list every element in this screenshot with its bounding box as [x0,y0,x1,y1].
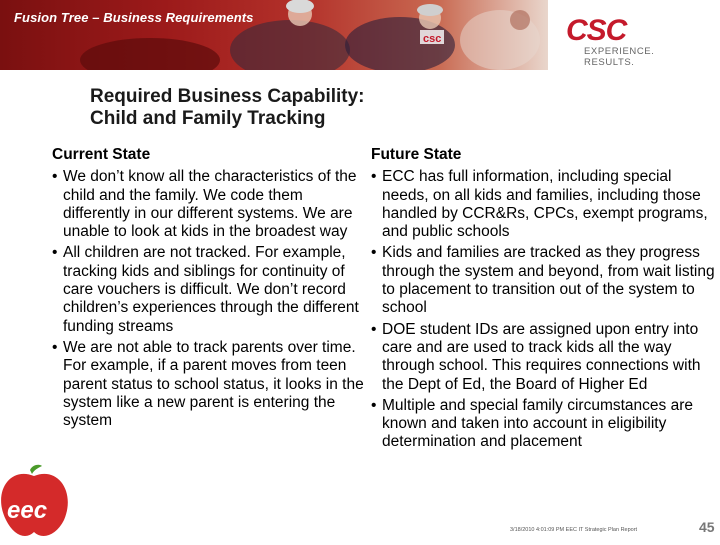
future-state-bullet: • DOE student IDs are assigned upon entry into care and are used to track kids all the way through school. This requires connections with the Dept of Ed, the Board of Higher Ed [371,321,716,394]
eec-apple-logo [0,462,72,540]
future-state-bullet: • ECC has full information, including special needs, on all kids and families, including those handled by CCR&Rs, CPCs, exempt programs, and public schools [371,168,716,241]
page-number: 45 [699,519,715,535]
banner-title: Fusion Tree – Business Requirements [14,10,254,25]
future-state-bullet: • Kids and families are tracked as they progress through the system and beyond, from wait listing to placement to transition out of the system to school [371,244,716,317]
current-state-list [52,168,367,430]
apple-icon [0,462,72,540]
current-state-column [52,146,367,433]
csc-logo [566,14,706,68]
slide-heading [90,86,365,130]
future-state-list [371,168,716,451]
current-state-bullet: • All children are not tracked. For example, tracking kids and siblings for continuity of care vouchers is difficult. We don’t record children’s experiences through the different funding streams [52,244,367,335]
csc-logo-text: CSC [566,14,627,47]
header-banner [0,0,720,70]
footer-text: 3/18/2010 4:01:09 PM EEC IT Strategic Plan Report [510,527,638,533]
future-state-title: Future State [371,146,462,163]
current-state-title: Current State [52,146,151,163]
csc-logo-tagline: EXPERIENCE. RESULTS. [584,46,655,68]
heading-line-2: Child and Family Tracking [90,108,326,129]
current-state-bullet: • We don’t know all the characteristics of the child and the family. We code them differently in our different systems. We are unable to look at kids in the broadest way [52,168,367,241]
future-state-bullet: • Multiple and special family circumstances are known and taken into account in eligibility determination and placement [371,397,716,452]
heading-line-1: Required Business Capability: [90,86,365,107]
svg-text:csc: csc [423,33,442,45]
current-state-bullet: • We are not able to track parents over time. For example, if a parent moves from teen parent status to school status, it looks in the system like a new parent is entering the system [52,339,367,430]
svg-text:eec: eec [7,497,48,524]
future-state-column [371,146,716,455]
banner-cyclists-photo [0,0,548,70]
